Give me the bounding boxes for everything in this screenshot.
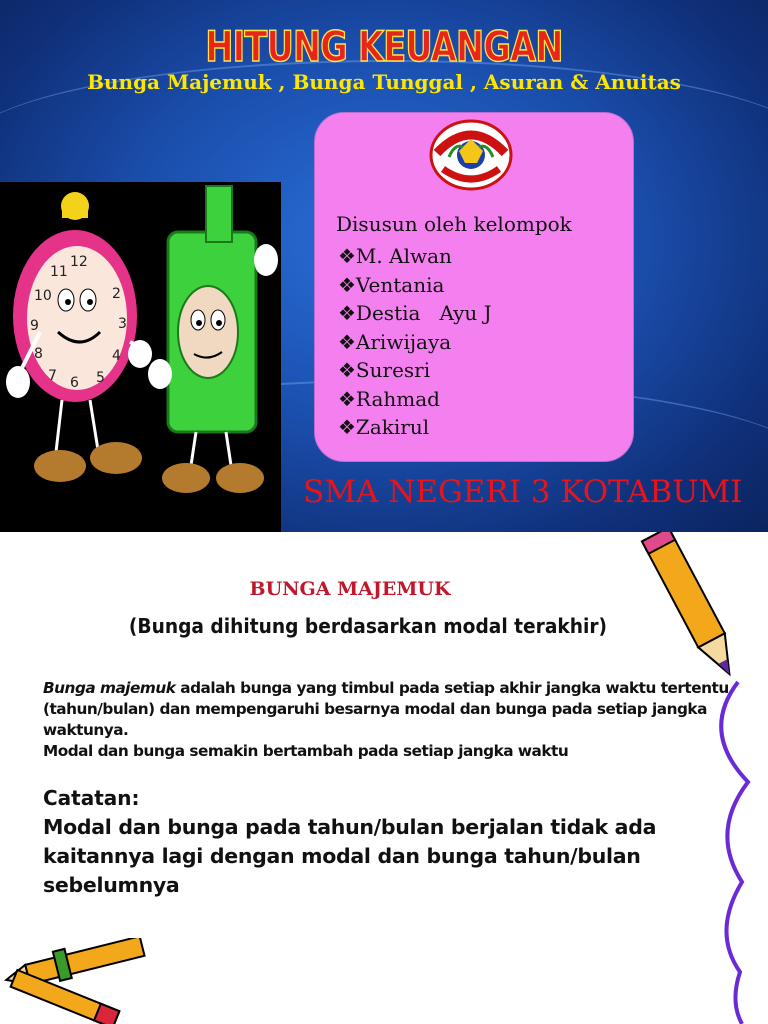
svg-text:2: 2 <box>112 286 121 302</box>
member-list <box>338 242 492 442</box>
svg-text:11: 11 <box>50 264 68 280</box>
member-item: ❖Zakirul <box>338 415 430 439</box>
note-label: Catatan: <box>43 786 140 810</box>
member-item: ❖M. Alwan <box>338 244 452 268</box>
svg-text:12: 12 <box>70 254 88 270</box>
member-item: ❖Destia Ayu J <box>338 301 492 325</box>
slide-subtitle: Bunga Majemuk , Bunga Tunggal , Asuran & Anuitas <box>87 70 681 94</box>
pencil-decoration-icon <box>630 532 768 1024</box>
pencils-decoration-icon <box>0 938 160 1024</box>
member-item: ❖Suresri <box>338 358 431 382</box>
svg-text:8: 8 <box>34 346 43 362</box>
member-item: ❖Rahmad <box>338 386 440 411</box>
prepared-by-label: Disusun oleh kelompok <box>336 212 572 236</box>
svg-text:6: 6 <box>70 375 79 391</box>
definition-text: adalah bunga yang timbul pada setiap akhir jangka waktu tertentu (tahun/bulan) dan mempengaruhi besarnya modal dan bunga pada setiap jangka waktunya. <box>43 679 729 739</box>
svg-text:5: 5 <box>96 370 105 386</box>
svg-text:4: 4 <box>112 348 121 364</box>
svg-text:3: 3 <box>118 316 127 332</box>
note-body: Modal dan bunga pada tahun/bulan berjalan tidak ada kaitannya lagi dengan modal dan bunga tahun/bulan sebelumnya <box>43 815 657 897</box>
definition-term: Bunga majemuk <box>43 679 176 697</box>
definition-line: Modal dan bunga semakin bertambah pada setiap jangka waktu <box>43 742 569 760</box>
member-item: ❖Ventania <box>338 272 445 297</box>
content-slide <box>0 532 768 1024</box>
clock-and-money-cartoon-icon <box>0 182 281 532</box>
school-name: SMA NEGERI 3 KOTABUMI <box>303 474 743 510</box>
svg-text:7: 7 <box>48 368 57 384</box>
svg-text:10: 10 <box>34 288 52 304</box>
slide-title: HITUNG KEUANGAN <box>205 22 563 71</box>
school-emblem-icon <box>429 117 513 195</box>
section-heading: BUNGA MAJEMUK <box>249 578 451 600</box>
section-subheading: (Bunga dihitung berdasarkan modal terakhir) <box>128 614 608 638</box>
svg-text:9: 9 <box>30 318 39 334</box>
member-item: ❖Ariwijaya <box>338 329 452 354</box>
